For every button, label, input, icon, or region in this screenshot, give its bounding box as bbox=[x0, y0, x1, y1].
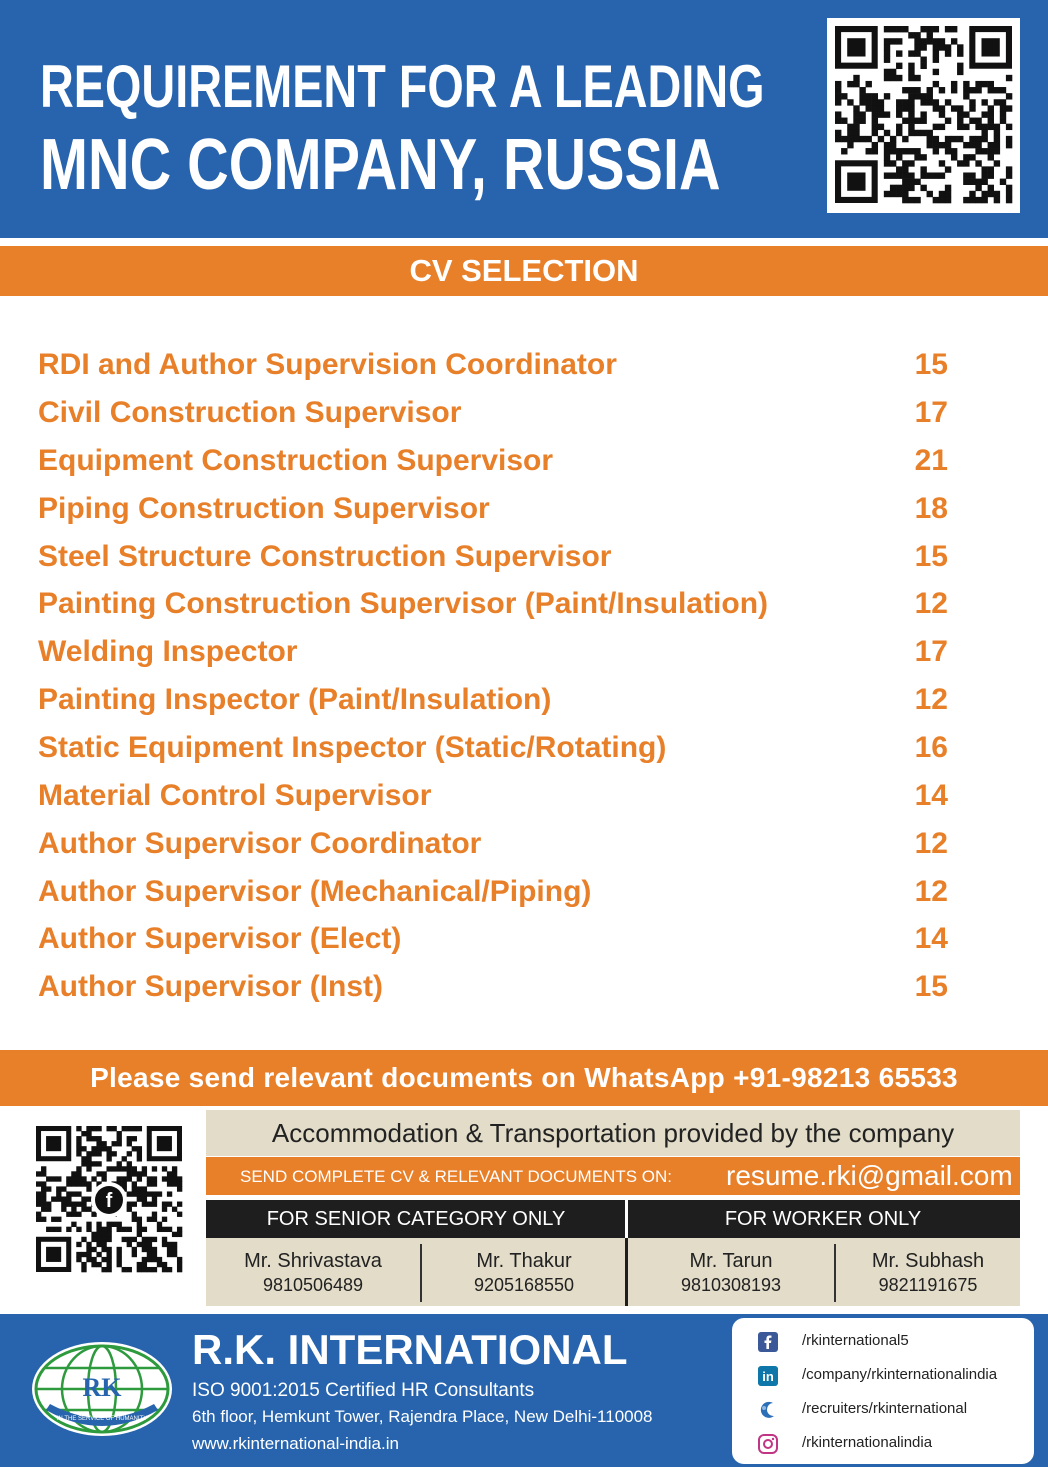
title-line-2: MNC COMPANY, RUSSIA bbox=[40, 125, 721, 205]
position-count: 18 bbox=[914, 492, 948, 525]
position-count: 21 bbox=[914, 444, 948, 477]
position-title: Civil Construction Supervisor bbox=[38, 396, 462, 429]
instagram-icon bbox=[758, 1434, 778, 1454]
cv-selection-heading: CV SELECTION bbox=[0, 246, 1048, 296]
social-link-linkedin[interactable] bbox=[758, 1362, 1028, 1392]
contact-persons bbox=[206, 1238, 1020, 1306]
position-title: Piping Construction Supervisor bbox=[38, 492, 490, 525]
position-row bbox=[38, 820, 958, 868]
position-title: Material Control Supervisor bbox=[38, 779, 432, 812]
position-count: 17 bbox=[914, 635, 948, 668]
naukri-recruiter-icon bbox=[758, 1400, 778, 1420]
category-header bbox=[206, 1200, 1020, 1238]
position-count: 16 bbox=[914, 731, 948, 764]
contact-card bbox=[422, 1238, 626, 1306]
svg-text:f: f bbox=[105, 1190, 113, 1212]
svg-text:RK: RK bbox=[82, 1373, 122, 1402]
position-row bbox=[38, 963, 958, 1011]
position-count: 15 bbox=[914, 348, 948, 381]
position-row bbox=[38, 533, 958, 581]
contact-name: Mr. Subhash bbox=[871, 1250, 985, 1272]
position-count: 14 bbox=[914, 922, 948, 955]
company-name: R.K. INTERNATIONAL bbox=[192, 1326, 628, 1373]
position-count: 12 bbox=[914, 827, 948, 860]
positions-list bbox=[0, 296, 1048, 1050]
senior-category-label: FOR SENIOR CATEGORY ONLY bbox=[266, 1208, 566, 1230]
contact-name: Mr. Thakur bbox=[476, 1250, 572, 1272]
position-row bbox=[38, 772, 958, 820]
accommodation-note: Accommodation & Transportation provided by the company bbox=[206, 1110, 1020, 1156]
position-count: 14 bbox=[914, 779, 948, 812]
facebook-qr-code-icon[interactable] bbox=[28, 1118, 190, 1282]
position-title: Painting Inspector (Paint/Insulation) bbox=[38, 683, 552, 716]
position-title: Author Supervisor (Mechanical/Piping) bbox=[38, 875, 592, 908]
contact-phone[interactable]: 9205168550 bbox=[473, 1275, 575, 1295]
linkedin-icon bbox=[758, 1366, 778, 1386]
social-handle: /rkinternational5 bbox=[802, 1332, 909, 1349]
contact-phone[interactable]: 9821191675 bbox=[878, 1275, 978, 1295]
position-count: 17 bbox=[914, 396, 948, 429]
qr-code-icon[interactable] bbox=[827, 18, 1020, 213]
whatsapp-instruction[interactable]: Please send relevant documents on WhatsApp +91-98213 65533 bbox=[0, 1050, 1048, 1106]
title-line-1: REQUIREMENT FOR A LEADING bbox=[40, 53, 765, 120]
position-title: Equipment Construction Supervisor bbox=[38, 444, 554, 477]
position-title: RDI and Author Supervision Coordinator bbox=[38, 348, 617, 381]
position-row bbox=[38, 868, 958, 916]
social-link-instagram[interactable] bbox=[758, 1430, 1028, 1460]
contact-name: Mr. Shrivastava bbox=[244, 1250, 382, 1272]
company-address: 6th floor, Hemkunt Tower, Rajendra Place, New Delhi-110008 bbox=[192, 1407, 653, 1426]
position-row bbox=[38, 389, 958, 437]
position-title: Painting Construction Supervisor (Paint/Insulation) bbox=[38, 587, 769, 620]
social-link-facebook[interactable] bbox=[758, 1328, 1028, 1358]
position-title: Author Supervisor (Elect) bbox=[38, 922, 402, 955]
social-handle: /company/rkinternationalindia bbox=[802, 1366, 998, 1383]
position-row bbox=[38, 580, 958, 628]
send-cv-bar bbox=[206, 1157, 1020, 1195]
position-count: 12 bbox=[914, 875, 948, 908]
position-row bbox=[38, 341, 958, 389]
position-count: 15 bbox=[914, 540, 948, 573]
contact-phone[interactable]: 9810308193 bbox=[680, 1275, 782, 1295]
position-title: Steel Structure Construction Supervisor bbox=[38, 540, 612, 573]
position-title: Welding Inspector bbox=[38, 635, 298, 668]
company-certification: ISO 9001:2015 Certified HR Consultants bbox=[192, 1380, 535, 1401]
position-title: Author Supervisor (Inst) bbox=[38, 970, 384, 1003]
contact-card bbox=[206, 1238, 420, 1306]
position-count: 12 bbox=[914, 587, 948, 620]
social-handle: /rkinternationalindia bbox=[802, 1434, 933, 1451]
social-links-panel bbox=[732, 1318, 1034, 1464]
position-row bbox=[38, 485, 958, 533]
position-count: 15 bbox=[914, 970, 948, 1003]
company-website-link[interactable]: www.rkinternational-india.in bbox=[192, 1434, 399, 1453]
contact-name: Mr. Tarun bbox=[689, 1250, 773, 1272]
contact-phone[interactable]: 9810506489 bbox=[262, 1275, 364, 1295]
position-row bbox=[38, 437, 958, 485]
position-count: 12 bbox=[914, 683, 948, 716]
send-cv-label: SEND COMPLETE CV & RELEVANT DOCUMENTS ON: bbox=[240, 1167, 672, 1186]
social-handle: /recruiters/rkinternational bbox=[802, 1400, 968, 1417]
contact-card bbox=[836, 1238, 1020, 1306]
svg-text:in: in bbox=[762, 1369, 774, 1384]
position-row bbox=[38, 628, 958, 676]
position-row bbox=[38, 724, 958, 772]
svg-text:IN THE SERVICE OF HUMANITY: IN THE SERVICE OF HUMANITY bbox=[56, 1416, 148, 1422]
social-link-recruiter[interactable] bbox=[758, 1396, 1028, 1426]
worker-category-label: FOR WORKER ONLY bbox=[724, 1208, 922, 1230]
position-row bbox=[38, 915, 958, 963]
company-logo bbox=[30, 1340, 174, 1438]
contact-card bbox=[628, 1238, 834, 1306]
email-link[interactable]: resume.rki@gmail.com bbox=[726, 1160, 1013, 1191]
facebook-icon bbox=[758, 1332, 778, 1352]
position-title: Author Supervisor Coordinator bbox=[38, 827, 482, 860]
position-title: Static Equipment Inspector (Static/Rotating) bbox=[38, 731, 667, 764]
position-row bbox=[38, 676, 958, 724]
